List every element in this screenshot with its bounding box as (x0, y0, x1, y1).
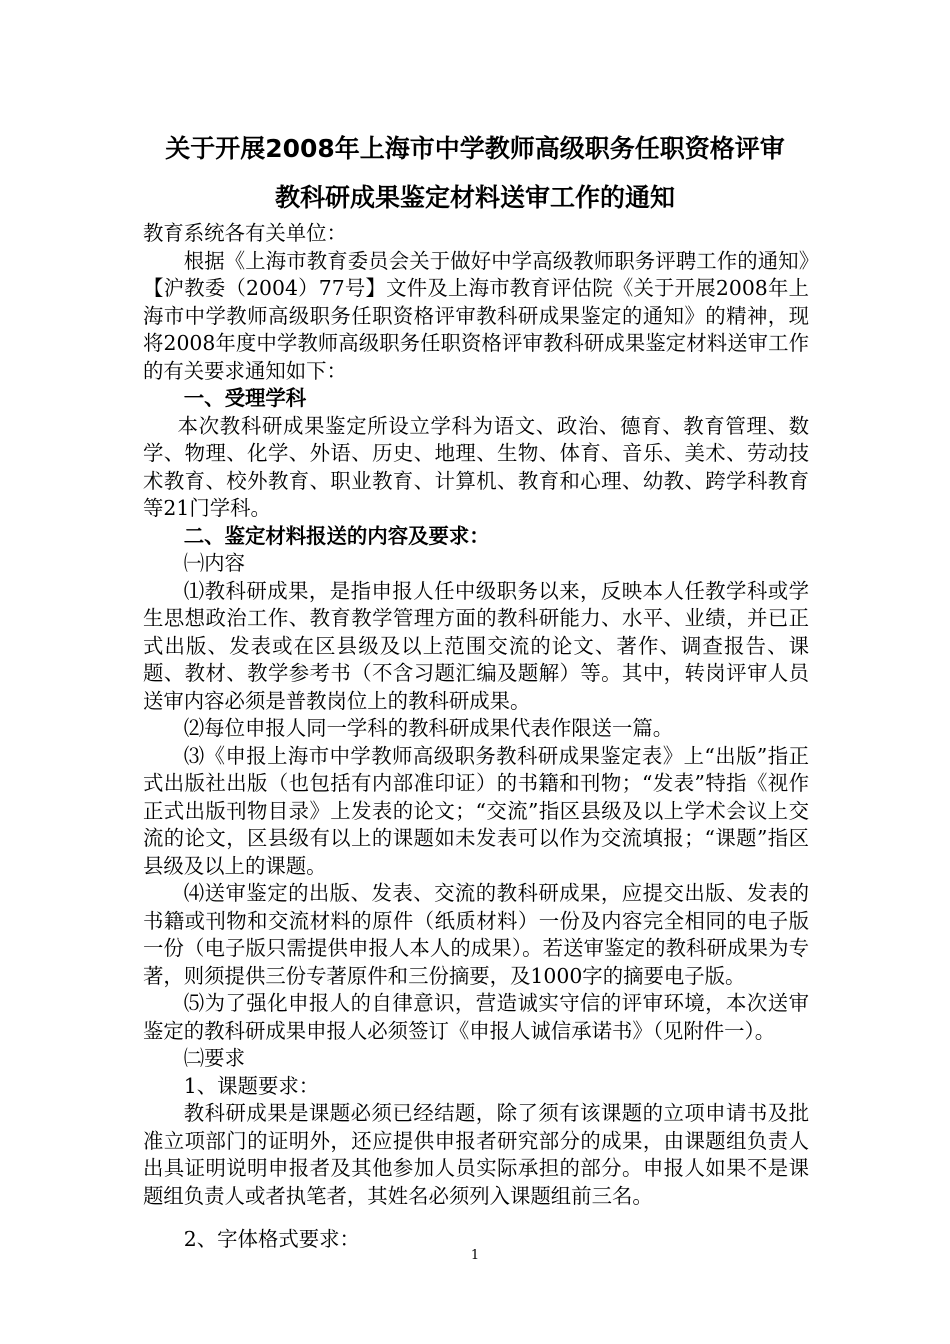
document-body (143, 220, 809, 1254)
section-1-heading: 一、受理学科 (183, 386, 307, 410)
page-number: 1 (470, 1248, 480, 1263)
requirement-2-heading: 2、字体格式要求： (183, 1227, 360, 1251)
requirement-1-heading: 1、课题要求： (183, 1073, 320, 1098)
intro-paragraph: 根据《上海市教育委员会关于做好中学高级教师职务评聘工作的通知》【沪教委（2004）77号】文件及上海市教育评估院《关于开展2008年上海市中学教师高级职务任职资格评审教科研成果鉴定的通知》的精神，现将2008年度中学教师高级职务任职资格评审教科研成果鉴定材料送审工作的有关要求通知如下： (143, 248, 809, 383)
subsection-1-heading: ㈠内容 (183, 551, 245, 575)
subsection-2-heading: ㈡要求 (183, 1046, 245, 1070)
document-title-line-2: 教科研成果鉴定材料送审工作的通知 (274, 183, 675, 212)
section-2-heading: 二、鉴定材料报送的内容及要求： (183, 523, 490, 548)
content-item-5: ⑸为了强化申报人的自律意识，营造诚实守信的评审环境，本次送审鉴定的教科研成果申报人必须签订《申报人诚信承诺书》（见附件一）。 (143, 991, 809, 1043)
content-item-2: ⑵每位申报人同一学科的教科研成果代表作限送一篇。 (183, 716, 674, 740)
content-item-4: ⑷送审鉴定的出版、发表、交流的教科研成果，应提交出版、发表的书籍或刊物和交流材料的原件（纸质材料）一份及内容完全相同的电子版一份（电子版只需提供申报人本人的成果）。若送审鉴定的教科研成果为专著，则须提供三份专著原件和三份摘要，及1000字的摘要电子版。 (143, 881, 809, 988)
requirement-1-text: 教科研成果是课题必须已经结题，除了须有该课题的立项申请书及批准立项部门的证明外，还应提供申报者研究部分的成果，由课题组负责人出具证明说明申报者及其他参加人员实际承担的部分。申报人如果不是课题组负责人或者执笔者，其姓名必须列入课题组前三名。 (143, 1101, 809, 1208)
content-item-3: ⑶《申报上海市中学教师高级职务教科研成果鉴定表》上“出版”指正式出版社出版（也包括有内部准印证）的书籍和刊物；“发表”特指《视作正式出版刊物目录》上发表的论文；“交流”指区县级及以上学术会议上交流的论文，区县级有以上的课题如未发表可以作为交流填报；“课题”指区县级及以上的课题。 (143, 743, 809, 878)
salutation: 教育系统各有关单位： (143, 221, 347, 245)
section-1-text: 本次教科研成果鉴定所设立学科为语文、政治、德育、教育管理、数学、物理、化学、外语、历史、地理、生物、体育、音乐、美术、劳动技术教育、校外教育、职业教育、计算机、教育和心理、幼教、跨学科教育等21门学科。 (143, 413, 809, 520)
content-item-1: ⑴教科研成果，是指申报人任中级职务以来，反映本人任教学科或学生思想政治工作、教育教学管理方面的教科研能力、水平、业绩，并已正式出版、发表或在区县级及以上范围交流的论文、著作、调查报告、课题、教材、教学参考书（不含习题汇编及题解）等。其中，转岗评审人员送审内容必须是普教岗位上的教科研成果。 (143, 578, 809, 713)
document-title-line-1: 关于开展2008年上海市中学教师高级职务任职资格评审 (165, 134, 785, 163)
